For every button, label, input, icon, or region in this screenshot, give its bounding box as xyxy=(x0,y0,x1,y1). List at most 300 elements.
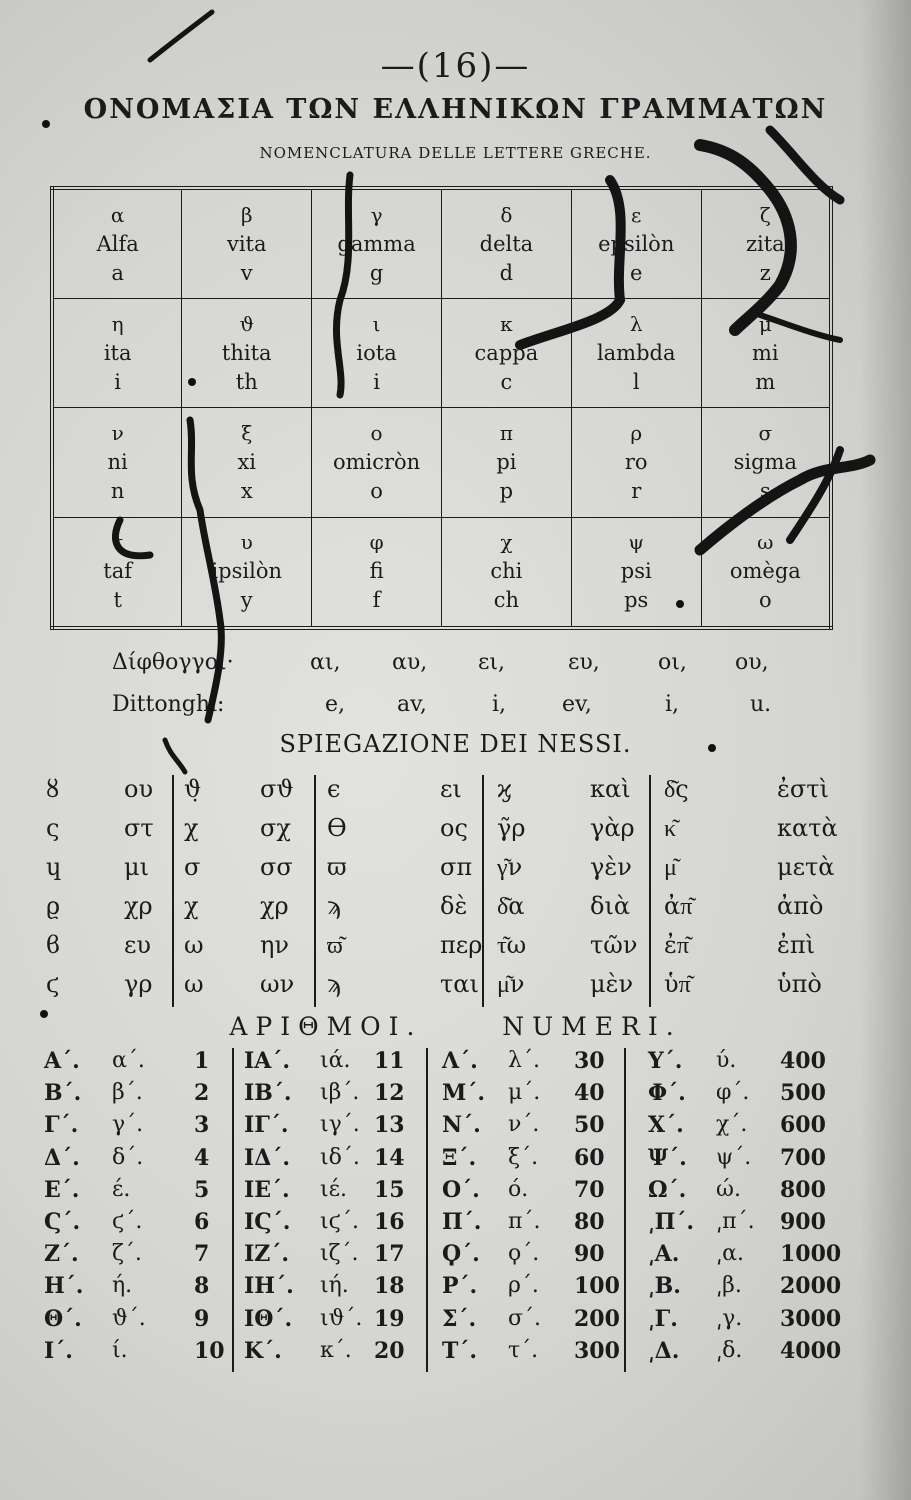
letter-cell xyxy=(52,188,182,299)
ligature-glyph: ϡ xyxy=(327,970,341,998)
letter-name: thita xyxy=(221,340,272,365)
letter-cell xyxy=(701,299,831,408)
numeral-cell: ΙΒ΄. xyxy=(244,1080,292,1107)
diphthong-latin: i, xyxy=(665,692,680,717)
numeral-cell: 10 xyxy=(194,1337,225,1364)
numeral-cell: ί. xyxy=(112,1337,128,1363)
greek-letter: ε xyxy=(631,202,642,227)
diphthong-greek: αι, xyxy=(310,650,341,675)
ligature-row xyxy=(42,814,842,853)
latin-equivalent: x xyxy=(240,479,253,504)
letter-cell xyxy=(312,517,442,628)
letter-name: gamma xyxy=(337,231,416,256)
numeral-cell: 900 xyxy=(780,1208,826,1235)
latin-equivalent: s xyxy=(759,479,771,504)
latin-equivalent: i xyxy=(114,369,122,394)
numeral-cell: ͵Δ. xyxy=(648,1337,680,1364)
diphthong-latin: u. xyxy=(750,692,772,717)
numeral-cell: Ζ΄. xyxy=(44,1241,79,1268)
numeral-cell: Ξ΄. xyxy=(442,1144,477,1171)
letter-name: sigma xyxy=(733,450,797,475)
ligature-glyph: κ͂ xyxy=(664,814,677,842)
greek-letter: δ xyxy=(500,202,513,227)
numeral-row xyxy=(44,1209,844,1241)
ligature-row xyxy=(42,970,842,1009)
numeral-cell: ͵Π΄. xyxy=(648,1208,695,1235)
alphabet-table xyxy=(50,186,833,630)
latin-equivalent: m xyxy=(755,369,776,394)
numeral-cell: Ν΄. xyxy=(442,1112,481,1139)
latin-equivalent: d xyxy=(499,260,514,285)
numeral-cell: 8 xyxy=(194,1273,210,1300)
numbers-heading-latin: NUMERI. xyxy=(502,1012,682,1041)
numeral-cell: Ϙ΄. xyxy=(442,1241,480,1268)
numeral-cell: ΙΓ΄. xyxy=(244,1112,289,1139)
ligature-row xyxy=(42,931,842,970)
diphthong-latin: ev, xyxy=(562,692,592,717)
numeral-cell: 6 xyxy=(194,1208,210,1235)
latin-equivalent: z xyxy=(759,260,771,285)
ligature-value: ευ xyxy=(124,931,152,959)
diphthong-greek: οι, xyxy=(658,650,687,675)
greek-letter: ξ xyxy=(241,421,253,446)
numeral-cell: 700 xyxy=(780,1144,826,1171)
numeral-cell: Υ΄. xyxy=(648,1048,683,1074)
diphthong-latin: e, xyxy=(325,692,346,717)
numerals-table xyxy=(44,1048,844,1370)
greek-letter: υ xyxy=(240,530,253,555)
greek-letter: π xyxy=(499,421,513,446)
numeral-cell: δ΄. xyxy=(112,1144,144,1170)
letter-cell xyxy=(182,408,312,517)
numeral-cell: ιά. xyxy=(320,1048,351,1073)
letter-cell xyxy=(312,188,442,299)
ligature-value: χρ xyxy=(124,892,153,920)
numeral-row xyxy=(44,1048,844,1080)
ligature-glyph: χ xyxy=(184,892,199,920)
ligature-glyph: μ͂ xyxy=(664,853,677,881)
numeral-cell: 200 xyxy=(574,1305,620,1332)
diphthong-greek: αυ, xyxy=(392,650,428,675)
letter-cell xyxy=(571,408,701,517)
ligature-glyph: χ xyxy=(184,814,199,842)
numeral-cell: Μ΄. xyxy=(442,1080,486,1107)
diphthongs-latin-label: Dittonghi: xyxy=(112,692,225,717)
letter-name: iota xyxy=(356,340,397,365)
greek-letter: χ xyxy=(500,530,513,555)
ligature-glyph: δ͂α xyxy=(497,892,525,920)
numeral-cell: ό. xyxy=(508,1176,529,1202)
numeral-cell: 12 xyxy=(374,1080,405,1107)
diphthong-greek: ου, xyxy=(735,650,769,675)
ligature-value: ου xyxy=(124,775,154,803)
greek-letter: ζ xyxy=(759,202,771,227)
numeral-cell: 16 xyxy=(374,1208,405,1235)
page-subtitle: NOMENCLATURA DELLE LETTERE GRECHE. xyxy=(259,144,652,162)
latin-equivalent: e xyxy=(630,260,643,285)
numeral-cell: Δ΄. xyxy=(44,1144,80,1171)
numeral-cell: β΄. xyxy=(112,1080,143,1106)
latin-equivalent: r xyxy=(631,479,642,504)
numeral-cell: ΙΔ΄. xyxy=(244,1144,291,1171)
letter-cell xyxy=(571,299,701,408)
ligature-value: δὲ xyxy=(440,892,468,920)
ligature-glyph: ὑπ͂ xyxy=(664,970,691,998)
numeral-cell: 300 xyxy=(574,1337,620,1364)
numeral-cell: ΙΕ΄. xyxy=(244,1176,290,1203)
ligature-glyph: σ xyxy=(184,853,201,881)
numeral-cell: 4 xyxy=(194,1144,210,1171)
greek-letter: ν xyxy=(111,421,124,446)
diphthong-latin: i, xyxy=(492,692,507,717)
letter-cell xyxy=(441,517,571,628)
numeral-cell: ώ. xyxy=(716,1176,741,1202)
numeral-cell: ϙ΄. xyxy=(508,1241,540,1267)
ligature-glyph: ɥ xyxy=(46,853,62,881)
letter-name: cappa xyxy=(474,340,539,365)
ligatures-heading: SPIEGAZIONE DEI NESSI. xyxy=(279,730,632,758)
numeral-cell: 7 xyxy=(194,1241,210,1268)
alphabet-row xyxy=(52,299,831,408)
numeral-cell: 2 xyxy=(194,1080,210,1107)
numeral-cell: ΙΖ΄. xyxy=(244,1241,290,1268)
ink-dot xyxy=(42,120,50,128)
letter-name: psi xyxy=(620,559,652,584)
numeral-cell: ͵β. xyxy=(716,1273,742,1299)
numeral-cell: Α΄. xyxy=(44,1048,80,1074)
numeral-cell: ͵Α. xyxy=(648,1241,680,1268)
numeral-cell: ιβ΄. xyxy=(320,1080,360,1106)
greek-letter: β xyxy=(240,202,253,227)
numeral-cell: 2000 xyxy=(780,1273,842,1300)
latin-equivalent: f xyxy=(372,588,381,613)
ligatures-table xyxy=(42,775,842,1009)
latin-equivalent: i xyxy=(373,369,380,394)
ligature-value: σπ xyxy=(440,853,473,881)
ligature-value: κατὰ xyxy=(777,814,838,842)
ligature-value: χρ xyxy=(260,892,289,920)
numeral-cell: ͵Γ. xyxy=(648,1305,678,1332)
numeral-cell: ή. xyxy=(112,1273,133,1299)
numeral-cell: 17 xyxy=(374,1241,405,1268)
ligature-value: γὰρ xyxy=(590,814,635,842)
numbers-heading xyxy=(0,1012,911,1041)
numeral-cell: ύ. xyxy=(716,1048,737,1073)
numeral-cell: φ΄. xyxy=(716,1080,750,1106)
numeral-cell: ϑ΄. xyxy=(112,1305,146,1331)
ligature-glyph: ἐπ͂ xyxy=(664,931,689,959)
numeral-cell: Γ΄. xyxy=(44,1112,79,1139)
ligature-value: σσ xyxy=(260,853,293,881)
numeral-cell: 3000 xyxy=(780,1305,842,1332)
ink-dot xyxy=(676,600,684,608)
letter-name: epsilòn xyxy=(598,231,675,256)
numeral-cell: Φ΄. xyxy=(648,1080,686,1107)
ligature-glyph: ϖ xyxy=(327,853,347,881)
numeral-cell: Κ΄. xyxy=(244,1337,282,1364)
latin-equivalent: n xyxy=(110,479,125,504)
numeral-cell: ψ΄. xyxy=(716,1144,752,1170)
ink-dot xyxy=(708,744,716,752)
ligature-glyph: ϴ xyxy=(327,814,347,842)
ligature-value: καὶ xyxy=(590,775,631,803)
numeral-row xyxy=(44,1080,844,1112)
letter-cell xyxy=(52,517,182,628)
letter-name: lambda xyxy=(596,340,676,365)
numeral-cell: ρ΄. xyxy=(508,1273,539,1299)
ligature-value: μὲν xyxy=(590,970,634,998)
numeral-cell: 15 xyxy=(374,1176,405,1203)
ligature-value: σχ xyxy=(260,814,291,842)
numeral-cell: 13 xyxy=(374,1112,405,1139)
letter-cell xyxy=(52,299,182,408)
ligature-value: διὰ xyxy=(590,892,631,920)
letter-name: fi xyxy=(369,559,384,584)
numeral-cell: 14 xyxy=(374,1144,405,1171)
ligature-value: ται xyxy=(440,970,479,998)
letter-cell xyxy=(182,188,312,299)
numeral-cell: 30 xyxy=(574,1048,605,1074)
numeral-cell: Η΄. xyxy=(44,1273,84,1300)
ligature-glyph: ς xyxy=(46,814,60,842)
letter-name: Alfa xyxy=(96,231,139,256)
ligature-value: ἀπὸ xyxy=(777,892,824,920)
numeral-cell: ϛ΄. xyxy=(112,1208,143,1234)
numeral-cell: τ΄. xyxy=(508,1337,539,1363)
numeral-cell: Ρ΄. xyxy=(442,1273,478,1300)
numeral-cell: ΙΘ΄. xyxy=(244,1305,293,1332)
numeral-cell: Π΄. xyxy=(442,1208,482,1235)
greek-letter: κ xyxy=(500,311,513,336)
greek-letter: ι xyxy=(372,311,381,336)
greek-letter: φ xyxy=(369,530,384,555)
numeral-row xyxy=(44,1112,844,1144)
diphthongs-greek-label: Δίφθογγοι· xyxy=(112,650,234,675)
numeral-cell: ιέ. xyxy=(320,1176,348,1202)
numeral-cell: ιή. xyxy=(320,1273,349,1299)
letter-name: ita xyxy=(103,340,132,365)
letter-cell xyxy=(701,517,831,628)
ligature-value: γρ xyxy=(124,970,153,998)
numeral-cell: 500 xyxy=(780,1080,826,1107)
latin-equivalent: p xyxy=(499,479,514,504)
ligature-glyph: ϑ̣ xyxy=(184,775,202,803)
greek-letter: ρ xyxy=(630,421,643,446)
greek-letter: γ xyxy=(370,202,383,227)
latin-equivalent: th xyxy=(235,369,258,394)
numeral-row xyxy=(44,1273,844,1305)
diphthong-greek: ει, xyxy=(478,650,506,675)
numeral-cell: ͵δ. xyxy=(716,1337,743,1363)
ligature-glyph: ϡ xyxy=(327,892,341,920)
numeral-cell: σ΄. xyxy=(508,1305,542,1331)
letter-cell xyxy=(312,299,442,408)
numeral-row xyxy=(44,1306,844,1338)
latin-equivalent: ps xyxy=(624,588,649,613)
greek-letter: α xyxy=(110,202,125,227)
letter-name: ni xyxy=(107,450,128,475)
numeral-cell: ζ΄. xyxy=(112,1241,142,1267)
numeral-cell: ͵α. xyxy=(716,1241,744,1267)
ligature-glyph: τ͂ω xyxy=(497,931,527,959)
greek-letter: μ xyxy=(758,311,772,336)
numeral-cell: Σ΄. xyxy=(442,1305,477,1332)
letter-name: xi xyxy=(237,450,257,475)
numeral-cell: Ω΄. xyxy=(648,1176,687,1203)
letter-cell xyxy=(312,408,442,517)
numeral-cell: γ΄. xyxy=(112,1112,144,1138)
letter-cell xyxy=(701,408,831,517)
numeral-cell: ͵Β. xyxy=(648,1273,681,1300)
numeral-cell: ΙϚ΄. xyxy=(244,1208,291,1235)
ligature-glyph: ϛ xyxy=(46,970,60,998)
numeral-cell: Ε΄. xyxy=(44,1176,80,1203)
greek-letter: ψ xyxy=(628,530,645,555)
numeral-cell: Τ΄. xyxy=(442,1337,478,1364)
ligature-row xyxy=(42,775,842,814)
numeral-cell: ν΄. xyxy=(508,1112,540,1138)
letter-name: ipsilòn xyxy=(211,559,283,584)
latin-equivalent: o xyxy=(370,479,383,504)
greek-letter: η xyxy=(111,311,124,336)
numeral-cell: 70 xyxy=(574,1176,605,1203)
numeral-cell: ιζ΄. xyxy=(320,1241,359,1267)
numeral-cell: α΄. xyxy=(112,1048,145,1073)
numeral-cell: ιδ΄. xyxy=(320,1144,360,1170)
letter-cell xyxy=(182,299,312,408)
alphabet-row xyxy=(52,517,831,628)
latin-equivalent: a xyxy=(111,260,124,285)
numeral-cell: Ο΄. xyxy=(442,1176,480,1203)
numeral-cell: ιγ΄. xyxy=(320,1112,360,1138)
numeral-cell: Ι΄. xyxy=(44,1337,73,1364)
numeral-cell: Θ΄. xyxy=(44,1305,82,1332)
ligature-value: μι xyxy=(124,853,150,881)
ligature-value: ει xyxy=(440,775,462,803)
letter-name: taf xyxy=(103,559,133,584)
numeral-cell: 60 xyxy=(574,1144,605,1171)
ligature-value: τῶν xyxy=(590,931,638,959)
latin-equivalent: g xyxy=(369,260,384,285)
numeral-cell: Β΄. xyxy=(44,1080,82,1107)
ligature-value: ος xyxy=(440,814,468,842)
numeral-cell: 20 xyxy=(374,1337,405,1364)
numeral-cell: 4000 xyxy=(780,1337,842,1364)
greek-letter: σ xyxy=(758,421,773,446)
ligature-value: ὑπὸ xyxy=(777,970,822,998)
letter-name: omicròn xyxy=(332,450,421,475)
numeral-cell: 40 xyxy=(574,1080,605,1107)
numeral-cell: 80 xyxy=(574,1208,605,1235)
greek-letter: ο xyxy=(370,421,383,446)
numeral-cell: 90 xyxy=(574,1241,605,1268)
ligature-glyph: ϵ xyxy=(327,775,341,803)
numeral-row xyxy=(44,1145,844,1177)
greek-letter: ϑ xyxy=(239,311,254,336)
numeral-cell: 1 xyxy=(194,1048,210,1074)
numeral-cell: ξ΄. xyxy=(508,1144,539,1170)
ligature-glyph: δ͂ς xyxy=(664,775,689,803)
ligature-value: ων xyxy=(260,970,295,998)
numeral-cell: χ΄. xyxy=(716,1112,748,1138)
numeral-cell: 5 xyxy=(194,1176,210,1203)
numeral-cell: Ϛ΄. xyxy=(44,1208,81,1235)
greek-letter: ω xyxy=(757,530,774,555)
latin-equivalent: y xyxy=(240,588,253,613)
alphabet-row xyxy=(52,188,831,299)
numeral-cell: 1000 xyxy=(780,1241,842,1268)
letter-cell xyxy=(441,299,571,408)
numeral-row xyxy=(44,1241,844,1273)
numeral-cell: μ΄. xyxy=(508,1080,541,1106)
letter-name: omèga xyxy=(729,559,801,584)
letter-cell xyxy=(571,517,701,628)
ligature-glyph: ϖ͂ xyxy=(327,931,343,959)
numeral-cell: 9 xyxy=(194,1305,210,1332)
numeral-cell: Ψ΄. xyxy=(648,1144,687,1171)
letter-cell xyxy=(701,188,831,299)
ligature-glyph: ἀπ͂ xyxy=(664,892,693,920)
ligature-glyph: ϗ xyxy=(497,775,512,803)
numeral-row xyxy=(44,1177,844,1209)
ligature-value: ην xyxy=(260,931,289,959)
ligature-glyph: γ͂ν xyxy=(497,853,523,881)
numeral-cell: ͵π΄. xyxy=(716,1208,755,1234)
numeral-cell: 800 xyxy=(780,1176,826,1203)
numeral-cell: κ΄. xyxy=(320,1337,352,1363)
letter-cell xyxy=(571,188,701,299)
letter-name: delta xyxy=(479,231,534,256)
ligature-glyph: ȣ xyxy=(46,775,60,803)
letter-cell xyxy=(441,188,571,299)
ligature-glyph: ω xyxy=(184,931,204,959)
letter-cell xyxy=(182,517,312,628)
numeral-cell: ιϑ΄. xyxy=(320,1305,363,1331)
latin-equivalent: ch xyxy=(493,588,520,613)
diphthong-greek: ευ, xyxy=(568,650,600,675)
numeral-cell: 400 xyxy=(780,1048,826,1074)
numeral-cell: ιϛ΄. xyxy=(320,1208,359,1234)
latin-equivalent: c xyxy=(500,369,513,394)
letter-cell xyxy=(52,408,182,517)
ink-dot xyxy=(40,1010,48,1018)
numeral-cell: έ. xyxy=(112,1176,131,1202)
numeral-cell: Λ΄. xyxy=(442,1048,478,1074)
ligature-row xyxy=(42,892,842,931)
ligature-glyph: ω xyxy=(184,970,204,998)
greek-letter: λ xyxy=(629,311,643,336)
ligature-glyph: ϐ xyxy=(46,931,60,959)
page-title: ΟΝΟΜΑΣΙΑ ΤΩΝ ΕΛΛΗΝΙΚΩΝ ΓΡΑΜΜΑΤΩΝ xyxy=(83,94,828,125)
numeral-cell: 3 xyxy=(194,1112,210,1139)
ligature-value: ἐπὶ xyxy=(777,931,816,959)
numeral-cell: 11 xyxy=(374,1048,405,1074)
latin-equivalent: l xyxy=(632,369,640,394)
diphthong-latin: av, xyxy=(397,692,427,717)
ligature-row xyxy=(42,853,842,892)
ligature-value: στ xyxy=(124,814,154,842)
letter-name: vita xyxy=(226,231,267,256)
numeral-cell: ΙΗ΄. xyxy=(244,1273,294,1300)
numeral-cell: 19 xyxy=(374,1305,405,1332)
numeral-cell: 600 xyxy=(780,1112,826,1139)
ink-dot xyxy=(188,378,196,386)
numeral-cell: ΙΑ΄. xyxy=(244,1048,291,1074)
ligature-glyph: γ̃ρ xyxy=(497,814,526,842)
numeral-cell: 50 xyxy=(574,1112,605,1139)
letter-name: zita xyxy=(745,231,785,256)
page-number: —(16)— xyxy=(380,46,531,86)
